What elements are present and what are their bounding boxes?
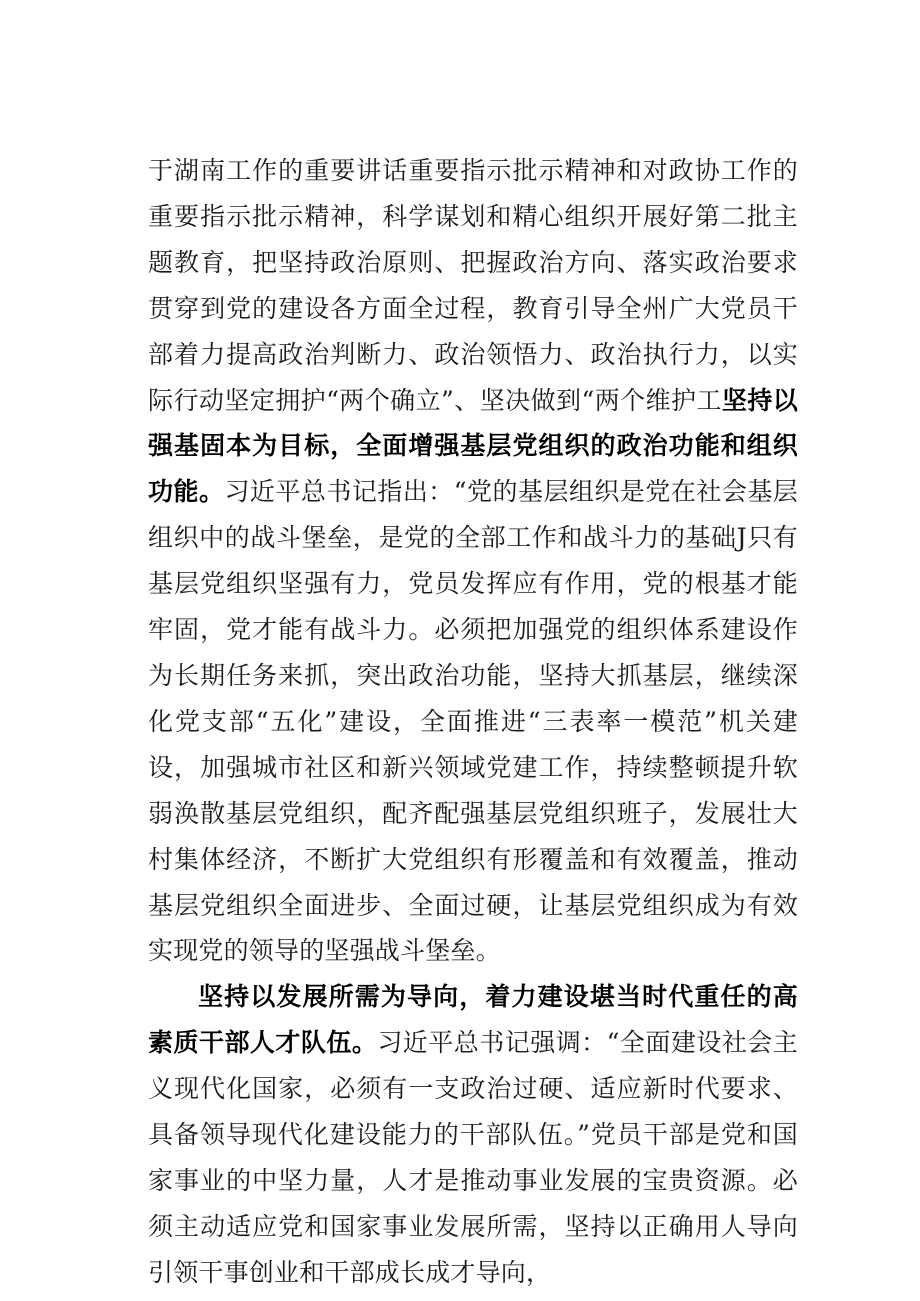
paragraph-1-text: 于湖南工作的重要讲话重要指示批示精神和对政协工作的重要指示批示精神，科学谋划和精心组织开展好第二批主题教育，把坚持政治原则、把握政治方向、落实政治要求贯穿到党的建设各方面全过程，教育引导全州广大党员干部着力提高政治判断力、政治领悟力、政治执行力，以实际行动坚定拥护“两个确立”、坚决做到“两个维护工 — [148, 156, 798, 415]
paragraph-2-text: 习近平总书记强调：“全面建设社会主义现代化国家，必须有一支政治过硬、适应新时代要求、具备领导现代化建设能力的干部队伍。”党员干部是党和国家事业的中坚力量，人才是推动事业发展的宝贵资源。必须主动适应党和国家事业发展所需，坚持以正确用人导向引领干事创业和干部成长成才导向， — [148, 1028, 798, 1287]
paragraph-2-bold-heading: 坚持以发展所需为导向，着力建设堪当时代重任的高素质干部人才队伍。 — [148, 982, 798, 1058]
paragraph-1-bold-heading: 坚持以强基固本为目标，全面增强基层党组织的政治功能和组织功能。 — [148, 385, 798, 507]
paragraph-1 — [148, 148, 798, 974]
paragraph-2 — [148, 974, 798, 1295]
body-text — [148, 148, 798, 1296]
paragraph-1-text-continued: 习近平总书记指出：“党的基层组织是党在社会基层组织中的战斗堡垒，是党的全部工作和战斗力的基础J只有基层党组织坚强有力，党员发挥应有作用，党的根基才能牢固，党才能有战斗力。必须把加强党的组织体系建设作为长期任务来抓，突出政治功能，坚持大抓基层，继续深化党支部“五化”建设，全面推进“三表率一模范”机关建设，加强城市社区和新兴领域党建工作，持续整顿提升软弱涣散基层党组织，配齐配强基层党组织班子，发展壮大村集体经济，不断扩大党组织有形覆盖和有效覆盖，推动基层党组织全面进步、全面过硬，让基层党组织成为有效实现党的领导的坚强战斗堡垒。 — [148, 477, 798, 966]
